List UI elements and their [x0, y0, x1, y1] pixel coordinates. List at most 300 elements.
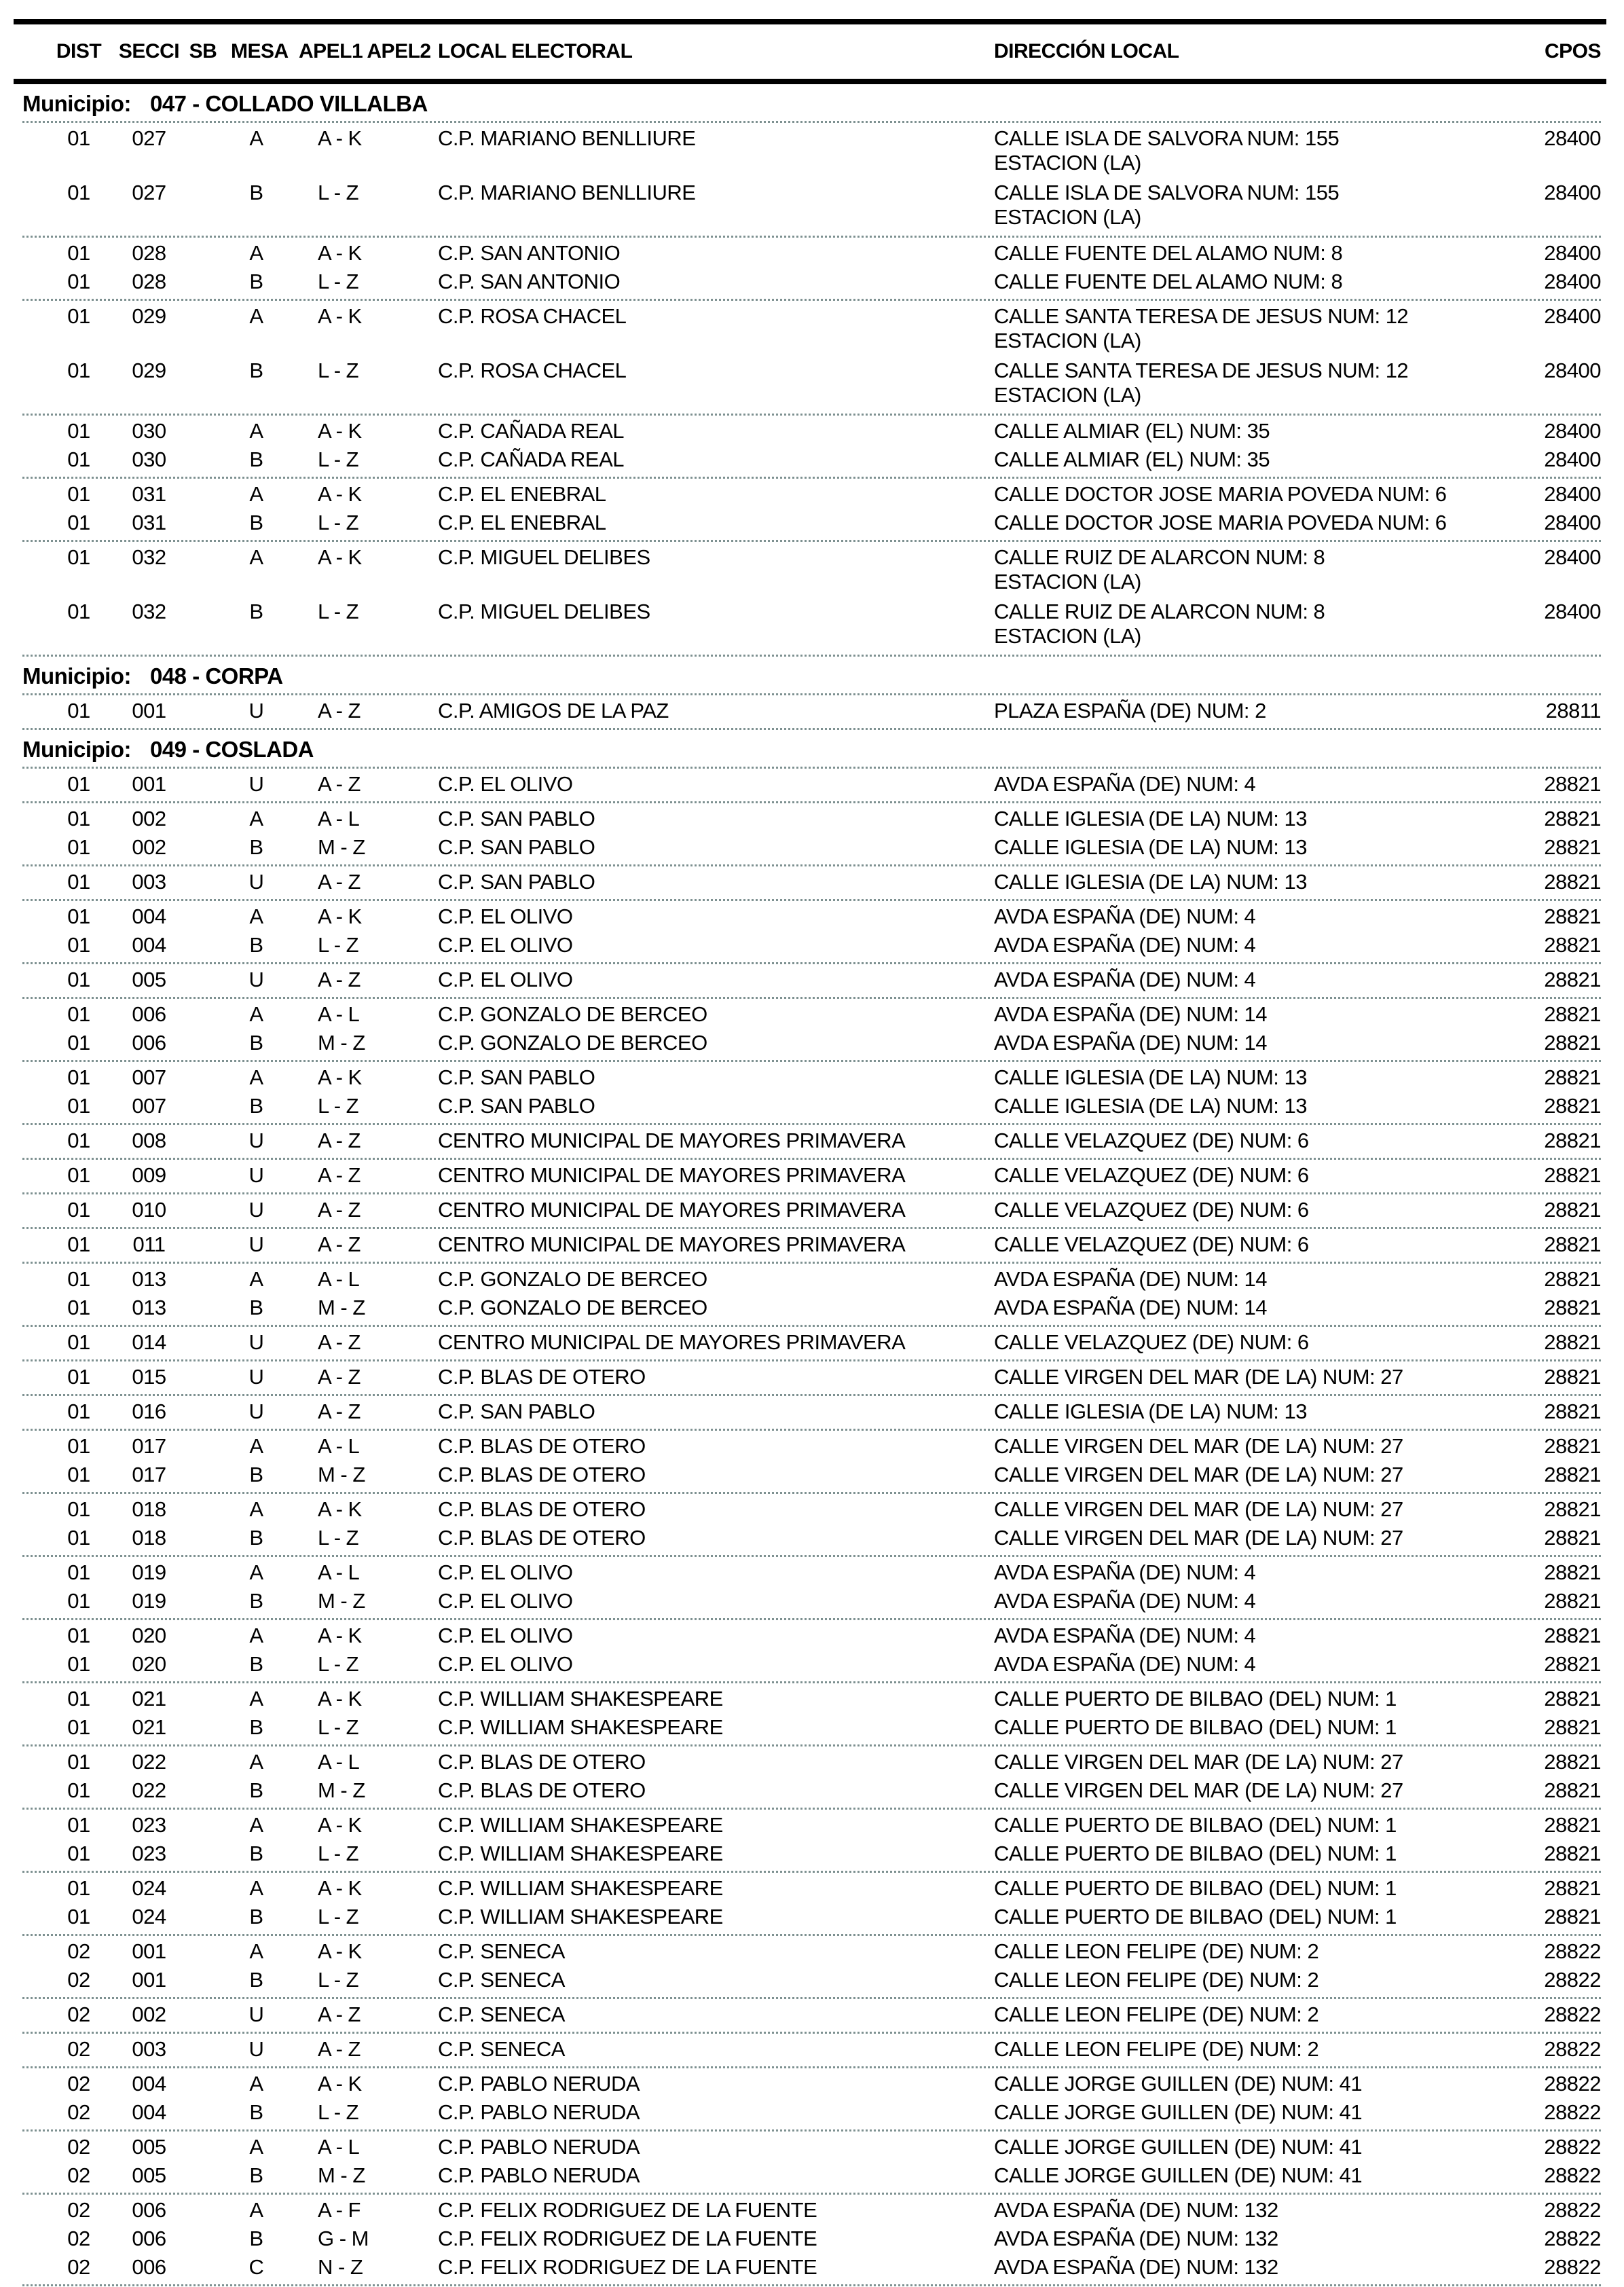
cell-dist: 01	[67, 181, 90, 204]
cell-cpos: 28822	[1544, 2100, 1601, 2124]
cell-dist: 01	[67, 359, 90, 382]
cell-dist: 02	[67, 1939, 90, 1963]
cell-apel: A - Z	[318, 1198, 361, 1222]
cell-direccion-local	[994, 933, 1469, 957]
cell-local-electoral: C.P. EL ENEBRAL	[438, 482, 606, 506]
cell-local-electoral: C.P. PABLO NERUDA	[438, 2163, 640, 2187]
cell-mesa: A	[249, 304, 263, 328]
cell-direccion-local	[994, 419, 1469, 443]
direccion-line: AVDA ESPAÑA (DE) NUM: 4	[994, 968, 1256, 991]
cell-apel: L - Z	[318, 1526, 359, 1550]
cell-apel: L - Z	[318, 1905, 359, 1928]
table-row	[22, 1874, 1601, 1903]
cell-direccion-local	[994, 1939, 1469, 1964]
cell-secci: 015	[132, 1365, 166, 1389]
cell-secci: 006	[132, 1002, 166, 1026]
cell-dist: 01	[67, 304, 90, 328]
cell-dist: 01	[67, 1560, 90, 1584]
cell-cpos: 28822	[1544, 2198, 1601, 2222]
cell-local-electoral: C.P. BLAS DE OTERO	[438, 1778, 646, 1802]
direccion-line: CALLE VIRGEN DEL MAR (DE LA) NUM: 27	[994, 1750, 1403, 1774]
direccion-line: PLAZA ESPAÑA (DE) NUM: 2	[994, 699, 1266, 722]
municipio-title: 049 - COSLADA	[149, 737, 314, 762]
cell-dist: 02	[67, 2198, 90, 2222]
cell-cpos: 28821	[1544, 1267, 1601, 1291]
section-group	[22, 1746, 1601, 1810]
cell-mesa: A	[249, 2198, 263, 2222]
direccion-line: AVDA ESPAÑA (DE) NUM: 4	[994, 904, 1256, 928]
table-row	[22, 2196, 1601, 2225]
cell-dist: 01	[67, 1905, 90, 1928]
direccion-line: CALLE PUERTO DE BILBAO (DEL) NUM: 1	[994, 1813, 1397, 1837]
direccion-line: CALLE VELAZQUEZ (DE) NUM: 6	[994, 1198, 1309, 1222]
table-row	[22, 1397, 1601, 1426]
cell-dist: 02	[67, 2100, 90, 2124]
direccion-line: ESTACION (LA)	[994, 624, 1141, 648]
cell-local-electoral: C.P. SAN PABLO	[438, 1065, 595, 1089]
cell-dist: 01	[67, 1002, 90, 1026]
cell-direccion-local	[994, 1129, 1469, 1153]
cell-mesa: A	[249, 1267, 263, 1291]
table-row	[22, 1713, 1601, 1742]
cell-cpos: 28821	[1544, 1526, 1601, 1550]
table-row	[22, 1966, 1601, 1994]
cell-apel: M - Z	[318, 1589, 365, 1613]
cell-apel: L - Z	[318, 359, 359, 382]
table-row	[22, 1063, 1601, 1092]
cell-secci: 030	[132, 419, 166, 443]
cell-secci: 004	[132, 2100, 166, 2124]
direccion-line: CALLE SANTA TERESA DE JESUS NUM: 12	[994, 304, 1409, 328]
header-bottom-rule	[14, 79, 1606, 84]
cell-direccion-local	[994, 1624, 1469, 1648]
cell-local-electoral: C.P. GONZALO DE BERCEO	[438, 1002, 707, 1026]
table-row	[22, 931, 1601, 959]
cell-direccion-local	[994, 2002, 1469, 2027]
cell-apel: A - Z	[318, 772, 361, 796]
section-group	[22, 1620, 1601, 1683]
cell-secci: 004	[132, 904, 166, 928]
cell-direccion-local	[994, 2100, 1469, 2125]
cell-secci: 029	[132, 359, 166, 382]
cell-apel: A - K	[318, 1687, 362, 1710]
cell-mesa: B	[249, 270, 263, 293]
cell-apel: A - L	[318, 1002, 360, 1026]
table-row	[22, 302, 1601, 356]
cell-local-electoral: C.P. EL OLIVO	[438, 1560, 573, 1584]
direccion-line: CALLE PUERTO DE BILBAO (DEL) NUM: 1	[994, 1876, 1397, 1900]
direccion-line: AVDA ESPAÑA (DE) NUM: 132	[994, 2255, 1278, 2279]
cell-direccion-local	[994, 1198, 1469, 1222]
cell-cpos: 28400	[1544, 545, 1601, 569]
cell-mesa: B	[249, 1463, 263, 1486]
cell-cpos: 28821	[1544, 1094, 1601, 1118]
direccion-line: CALLE ALMIAR (EL) NUM: 35	[994, 419, 1270, 443]
cell-cpos: 28822	[1544, 1968, 1601, 1992]
cell-dist: 01	[67, 482, 90, 506]
cell-secci: 020	[132, 1652, 166, 1676]
cell-secci: 024	[132, 1876, 166, 1900]
direccion-line: CALLE ALMIAR (EL) NUM: 35	[994, 447, 1270, 471]
direccion-line: AVDA ESPAÑA (DE) NUM: 132	[994, 2198, 1278, 2222]
cell-dist: 01	[67, 933, 90, 957]
cell-dist: 01	[67, 126, 90, 150]
cell-direccion-local	[994, 1968, 1469, 1992]
direccion-line: CALLE RUIZ DE ALARCON NUM: 8	[994, 600, 1325, 623]
cell-local-electoral: C.P. SAN PABLO	[438, 1094, 595, 1118]
cell-apel: A - K	[318, 241, 362, 265]
cell-dist: 01	[67, 545, 90, 569]
cell-direccion-local	[994, 1842, 1469, 1866]
cell-direccion-local	[994, 807, 1469, 831]
cell-direccion-local	[994, 835, 1469, 860]
cell-mesa: U	[248, 1330, 264, 1354]
cell-dist: 02	[67, 2002, 90, 2026]
section-group	[22, 2034, 1601, 2068]
cell-cpos: 28822	[1544, 2255, 1601, 2279]
cell-direccion-local	[994, 1434, 1469, 1459]
table-row	[22, 1000, 1601, 1029]
section-group	[22, 866, 1601, 901]
cell-local-electoral: C.P. GONZALO DE BERCEO	[438, 1296, 707, 1319]
cell-cpos: 28400	[1544, 419, 1601, 443]
cell-direccion-local	[994, 968, 1469, 992]
section-group	[22, 123, 1601, 238]
cell-direccion-local	[994, 1163, 1469, 1188]
section-group	[22, 1683, 1601, 1746]
cell-dist: 01	[67, 1813, 90, 1837]
cell-dist: 01	[67, 1267, 90, 1291]
cell-apel: M - Z	[318, 1778, 365, 1802]
section-group	[22, 1125, 1601, 1160]
cell-secci: 013	[132, 1267, 166, 1291]
direccion-line: ESTACION (LA)	[994, 329, 1141, 352]
cell-apel: A - L	[318, 807, 360, 830]
direccion-line: CALLE PUERTO DE BILBAO (DEL) NUM: 1	[994, 1842, 1397, 1865]
cell-direccion-local	[994, 447, 1469, 472]
cell-dist: 01	[67, 511, 90, 534]
table-row	[22, 417, 1601, 445]
cell-cpos: 28821	[1544, 1624, 1601, 1647]
cell-apel: M - Z	[318, 1031, 365, 1055]
cell-cpos: 28822	[1544, 2037, 1601, 2061]
cell-cpos: 28821	[1544, 1842, 1601, 1865]
cell-apel: A - L	[318, 1560, 360, 1584]
cell-local-electoral: C.P. EL OLIVO	[438, 1589, 573, 1613]
cell-local-electoral: C.P. PABLO NERUDA	[438, 2100, 640, 2124]
table-row	[22, 1903, 1601, 1931]
table-body	[0, 84, 1624, 2286]
column-header-apel2: APEL2	[367, 40, 431, 62]
cell-direccion-local	[994, 1031, 1469, 1055]
cell-cpos: 28400	[1544, 304, 1601, 328]
cell-dist: 01	[67, 1129, 90, 1152]
section-group	[22, 999, 1601, 1062]
cell-dist: 02	[67, 2135, 90, 2159]
direccion-line: CALLE VIRGEN DEL MAR (DE LA) NUM: 27	[994, 1778, 1403, 1802]
table-row	[22, 2035, 1601, 2064]
direccion-line: CALLE VIRGEN DEL MAR (DE LA) NUM: 27	[994, 1497, 1403, 1521]
direccion-line: CALLE PUERTO DE BILBAO (DEL) NUM: 1	[994, 1687, 1397, 1710]
cell-cpos: 28400	[1544, 270, 1601, 293]
direccion-line: AVDA ESPAÑA (DE) NUM: 4	[994, 933, 1256, 957]
cell-local-electoral: C.P. SAN PABLO	[438, 835, 595, 859]
cell-secci: 007	[132, 1094, 166, 1118]
cell-local-electoral: C.P. PABLO NERUDA	[438, 2072, 640, 2096]
cell-dist: 02	[67, 2255, 90, 2279]
cell-apel: L - Z	[318, 181, 359, 204]
cell-apel: L - Z	[318, 1715, 359, 1739]
table-row	[22, 1587, 1601, 1615]
section-group	[22, 769, 1601, 803]
cell-apel: L - Z	[318, 1652, 359, 1676]
column-header-secci: SECCI	[118, 40, 180, 62]
cell-mesa: A	[249, 1434, 263, 1458]
cell-cpos: 28821	[1544, 1198, 1601, 1222]
cell-mesa: A	[249, 241, 263, 265]
cell-apel: A - K	[318, 545, 362, 569]
cell-apel: A - K	[318, 419, 362, 443]
cell-apel: L - Z	[318, 600, 359, 623]
direccion-line: CALLE VELAZQUEZ (DE) NUM: 6	[994, 1232, 1309, 1256]
cell-local-electoral: C.P. EL OLIVO	[438, 968, 573, 991]
table-row	[22, 1127, 1601, 1155]
cell-secci: 002	[132, 835, 166, 859]
cell-apel: A - Z	[318, 1129, 361, 1152]
direccion-line: CALLE LEON FELIPE (DE) NUM: 2	[994, 2002, 1319, 2026]
cell-dist: 01	[67, 1463, 90, 1486]
cell-apel: A - Z	[318, 1330, 361, 1354]
cell-dist: 01	[67, 1330, 90, 1354]
cell-apel: N - Z	[318, 2255, 363, 2279]
cell-local-electoral: C.P. WILLIAM SHAKESPEARE	[438, 1715, 723, 1739]
cell-secci: 005	[132, 2163, 166, 2187]
direccion-line: ESTACION (LA)	[994, 383, 1141, 407]
cell-direccion-local	[994, 2255, 1469, 2280]
cell-dist: 01	[67, 807, 90, 830]
cell-cpos: 28821	[1544, 933, 1601, 957]
table-row	[22, 1196, 1601, 1224]
cell-dist: 01	[67, 1232, 90, 1256]
cell-dist: 01	[67, 1497, 90, 1521]
table-row	[22, 1622, 1601, 1650]
cell-local-electoral: C.P. WILLIAM SHAKESPEARE	[438, 1842, 723, 1865]
cell-direccion-local	[994, 1560, 1469, 1585]
cell-mesa: B	[249, 1778, 263, 1802]
cell-mesa: A	[249, 1750, 263, 1774]
cell-direccion-local	[994, 600, 1469, 648]
cell-direccion-local	[994, 1232, 1469, 1257]
cell-secci: 027	[132, 181, 166, 204]
cell-local-electoral: C.P. ROSA CHACEL	[438, 359, 627, 382]
cell-direccion-local	[994, 1296, 1469, 1320]
cell-apel: L - Z	[318, 1094, 359, 1118]
section-group	[22, 2132, 1601, 2195]
cell-secci: 016	[132, 1399, 166, 1423]
direccion-line: ESTACION (LA)	[994, 570, 1141, 593]
cell-mesa: A	[249, 545, 263, 569]
cell-apel: L - Z	[318, 270, 359, 293]
cell-local-electoral: C.P. SENECA	[438, 1939, 565, 1963]
cell-apel: A - K	[318, 1813, 362, 1837]
cell-direccion-local	[994, 1094, 1469, 1118]
cell-cpos: 28822	[1544, 2163, 1601, 2187]
cell-direccion-local	[994, 1267, 1469, 1292]
cell-direccion-local	[994, 699, 1469, 723]
cell-local-electoral: C.P. MARIANO BENLLIURE	[438, 181, 696, 204]
cell-secci: 019	[132, 1560, 166, 1584]
cell-mesa: A	[249, 904, 263, 928]
section-group	[22, 803, 1601, 866]
table-row	[22, 1524, 1601, 1552]
cell-local-electoral: C.P. EL OLIVO	[438, 1624, 573, 1647]
cell-mesa: U	[248, 1399, 264, 1423]
cell-cpos: 28821	[1544, 1002, 1601, 1026]
cell-mesa: A	[249, 2135, 263, 2159]
cell-secci: 002	[132, 2002, 166, 2026]
cell-apel: A - K	[318, 126, 362, 150]
cell-mesa: A	[249, 1560, 263, 1584]
direccion-line: AVDA ESPAÑA (DE) NUM: 4	[994, 1624, 1256, 1647]
cell-direccion-local	[994, 1330, 1469, 1355]
cell-dist: 01	[67, 270, 90, 293]
cell-mesa: A	[249, 1876, 263, 1900]
section-group	[22, 964, 1601, 999]
cell-apel: M - Z	[318, 835, 365, 859]
cell-mesa: B	[249, 181, 263, 204]
cell-dist: 01	[67, 447, 90, 471]
cell-mesa: A	[249, 126, 263, 150]
municipio-label: Municipio:	[22, 91, 131, 116]
cell-secci: 007	[132, 1065, 166, 1089]
cell-secci: 004	[132, 2072, 166, 2096]
cell-secci: 003	[132, 870, 166, 894]
cell-local-electoral: C.P. MIGUEL DELIBES	[438, 545, 650, 569]
cell-mesa: B	[249, 1652, 263, 1676]
cell-cpos: 28821	[1544, 1905, 1601, 1928]
section-group	[22, 1999, 1601, 2034]
cell-cpos: 28822	[1544, 2227, 1601, 2250]
cell-dist: 02	[67, 2037, 90, 2061]
cell-direccion-local	[994, 1652, 1469, 1677]
municipio-section	[0, 84, 1624, 657]
municipio-label: Municipio:	[22, 737, 131, 762]
cell-direccion-local	[994, 545, 1469, 594]
column-header-cpos: CPOS	[1544, 40, 1601, 62]
cell-secci: 008	[132, 1129, 166, 1152]
cell-local-electoral: CENTRO MUNICIPAL DE MAYORES PRIMAVERA	[438, 1232, 906, 1256]
cell-dist: 02	[67, 2227, 90, 2250]
cell-apel: G - M	[318, 2227, 369, 2250]
cell-secci: 009	[132, 1163, 166, 1187]
section-group	[22, 1557, 1601, 1620]
table-row	[22, 598, 1601, 652]
cell-local-electoral: C.P. CAÑADA REAL	[438, 419, 624, 443]
cell-mesa: B	[249, 1526, 263, 1550]
cell-mesa: B	[249, 1715, 263, 1739]
cell-dist: 01	[67, 1842, 90, 1865]
cell-secci: 022	[132, 1750, 166, 1774]
cell-direccion-local	[994, 511, 1469, 535]
table-row	[22, 902, 1601, 931]
cell-apel: A - K	[318, 2072, 362, 2096]
table-row	[22, 2253, 1601, 2282]
cell-apel: A - L	[318, 2135, 360, 2159]
cell-secci: 024	[132, 1905, 166, 1928]
municipio-title: 047 - COLLADO VILLALBA	[149, 91, 428, 116]
cell-direccion-local	[994, 904, 1469, 929]
cell-dist: 01	[67, 1589, 90, 1613]
municipio-header	[22, 657, 1601, 695]
cell-cpos: 28821	[1544, 1560, 1601, 1584]
cell-cpos: 28821	[1544, 835, 1601, 859]
direccion-line: CALLE VIRGEN DEL MAR (DE LA) NUM: 27	[994, 1526, 1403, 1550]
cell-direccion-local	[994, 2198, 1469, 2222]
municipio-header	[22, 730, 1601, 769]
table-row	[22, 2133, 1601, 2161]
cell-mesa: B	[249, 1842, 263, 1865]
column-header-local: LOCAL ELECTORAL	[438, 40, 633, 62]
cell-local-electoral: C.P. BLAS DE OTERO	[438, 1434, 646, 1458]
cell-apel: A - L	[318, 1750, 360, 1774]
direccion-line: AVDA ESPAÑA (DE) NUM: 14	[994, 1296, 1268, 1319]
cell-dist: 01	[67, 1750, 90, 1774]
cell-direccion-local	[994, 2072, 1469, 2096]
cell-secci: 028	[132, 241, 166, 265]
cell-direccion-local	[994, 2227, 1469, 2251]
cell-apel: A - Z	[318, 870, 361, 894]
cell-cpos: 28821	[1544, 1163, 1601, 1187]
cell-local-electoral: C.P. PABLO NERUDA	[438, 2135, 640, 2159]
cell-mesa: A	[249, 807, 263, 830]
direccion-line: CALLE JORGE GUILLEN (DE) NUM: 41	[994, 2072, 1363, 2096]
cell-mesa: B	[249, 600, 263, 623]
cell-dist: 01	[67, 241, 90, 265]
cell-cpos: 28821	[1544, 1687, 1601, 1710]
direccion-line: CALLE DOCTOR JOSE MARIA POVEDA NUM: 6	[994, 482, 1447, 506]
table-row	[22, 2000, 1601, 2029]
cell-secci: 023	[132, 1813, 166, 1837]
cell-cpos: 28821	[1544, 1652, 1601, 1676]
table-row	[22, 2070, 1601, 2098]
table-row	[22, 1265, 1601, 1294]
cell-local-electoral: CENTRO MUNICIPAL DE MAYORES PRIMAVERA	[438, 1330, 906, 1354]
cell-direccion-local	[994, 1778, 1469, 1803]
cell-local-electoral: C.P. BLAS DE OTERO	[438, 1526, 646, 1550]
cell-local-electoral: C.P. BLAS DE OTERO	[438, 1750, 646, 1774]
cell-cpos: 28400	[1544, 241, 1601, 265]
cell-apel: A - Z	[318, 699, 361, 722]
cell-secci: 017	[132, 1434, 166, 1458]
cell-mesa: A	[249, 2072, 263, 2096]
cell-cpos: 28821	[1544, 1065, 1601, 1089]
cell-apel: A - K	[318, 482, 362, 506]
cell-direccion-local	[994, 1589, 1469, 1613]
cell-apel: A - Z	[318, 968, 361, 991]
cell-apel: A - Z	[318, 1399, 361, 1423]
section-group	[22, 479, 1601, 542]
cell-apel: A - K	[318, 1876, 362, 1900]
cell-mesa: U	[248, 1198, 264, 1222]
table-row	[22, 770, 1601, 799]
direccion-line: CALLE VIRGEN DEL MAR (DE LA) NUM: 27	[994, 1365, 1403, 1389]
section-group	[22, 1160, 1601, 1194]
cell-direccion-local	[994, 2163, 1469, 2188]
table-row	[22, 543, 1601, 598]
cell-cpos: 28821	[1544, 1715, 1601, 1739]
cell-mesa: B	[249, 1094, 263, 1118]
cell-cpos: 28822	[1544, 2002, 1601, 2026]
